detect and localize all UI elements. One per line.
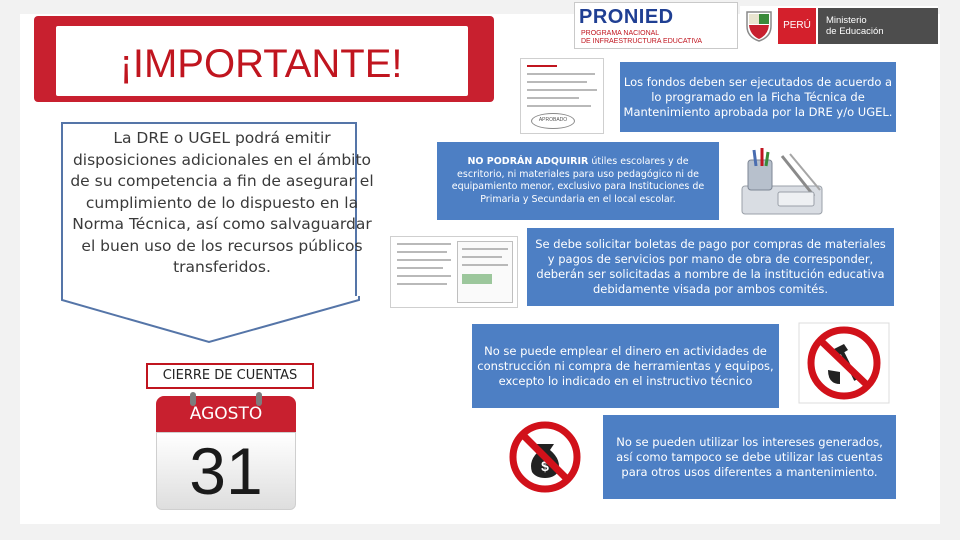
info-box-boletas	[527, 228, 894, 306]
document-line	[527, 73, 595, 75]
receipt-line	[397, 275, 451, 277]
document-line	[527, 89, 597, 91]
document-line	[527, 97, 579, 99]
receipt-line	[397, 267, 443, 269]
page-title: ¡IMPORTANTE!	[119, 42, 403, 86]
school-supplies-icon	[738, 146, 826, 218]
no-tools-sign-icon	[798, 322, 890, 404]
info-box-boletas-text: Se debe solicitar boletas de pago por compras de materiales y pagos de servicios por mano de obra de corresponder, deberán ser solicitadas a nombre de la institución educativa debidamente visada por ambos comités.	[535, 237, 886, 296]
info-box-intereses	[603, 415, 896, 499]
pronied-logo-name: PRONIED	[579, 6, 674, 28]
approval-stamp: APROBADO	[531, 113, 575, 129]
receipt-line	[462, 248, 508, 250]
document-line	[527, 105, 591, 107]
receipts-image	[390, 236, 518, 308]
info-box-fondos-text: Los fondos deben ser ejecutados de acuerdo a lo programado en la Ficha Técnica de Mantenimiento aprobada por la DRE y/o UGEL.	[623, 74, 893, 119]
info-box-fondos	[620, 62, 896, 132]
receipt-line	[462, 264, 508, 266]
calendar-icon	[156, 396, 296, 510]
pronied-sub-line-2: DE INFRAESTRUCTURA EDUCATIVA	[581, 38, 703, 45]
pronied-sub-line-1: PROGRAMA NACIONAL	[581, 30, 660, 37]
callout-arrow-shape	[61, 296, 361, 346]
document-line	[527, 81, 587, 83]
info-box-no-adquirir-text	[443, 156, 713, 206]
document-line	[527, 65, 557, 67]
pronied-logo	[574, 2, 738, 49]
cierre-de-cuentas-label: CIERRE DE CUENTAS	[146, 363, 314, 389]
no-adquirir-emphasis: NO PODRÁN ADQUIRIR	[467, 156, 589, 167]
callout-text: La DRE o UGEL podrá emitir disposiciones adicionales en el ámbito de su competencia a fin de asegurar el cumplimiento de lo dispuesto en la Norma Técnica, así como salvaguardar el buen uso de los recursos públicos transferidos.	[70, 129, 374, 276]
receipt-line	[397, 243, 451, 245]
coat-of-arms-icon	[744, 8, 774, 42]
receipt-line	[397, 251, 447, 253]
receipt-second-sheet	[457, 241, 513, 303]
receipt-green-block	[462, 274, 492, 284]
calendar-month: AGOSTO	[189, 404, 263, 424]
svg-text:$: $	[541, 458, 549, 474]
peru-tag: PERÚ	[778, 8, 816, 44]
receipt-line	[462, 256, 502, 258]
ministerio-logo	[740, 6, 938, 46]
technical-sheet-image	[520, 58, 604, 134]
info-box-no-adquirir	[437, 142, 719, 220]
receipt-line	[397, 259, 451, 261]
ministerio-tag	[818, 8, 938, 44]
no-adquirir-rest: útiles escolares y de escritorio, ni materiales para uso pedagógico ni de equipamiento menor, exclusivo para Instituciones de Primaria y Secundaria en el local escolar.	[451, 156, 705, 205]
ministerio-line-1: Ministerio	[826, 15, 867, 26]
info-box-intereses-text: No se pueden utilizar los intereses generados, así como tampoco se debe utilizar las cuentas para otros usos diferentes a mantenimiento.	[616, 434, 883, 479]
ministerio-line-2: de Educación	[826, 26, 884, 37]
calendar-day: 31	[189, 434, 263, 508]
info-box-construccion	[472, 324, 779, 408]
info-box-construccion-text: No se puede emplear el dinero en actividades de construcción ni compra de herramientas y equipos, excepto lo indicado en el instructivo técnico	[477, 343, 774, 388]
receipt-line	[397, 283, 447, 285]
pronied-logo-subtitle	[581, 30, 702, 46]
no-money-sign-icon	[504, 420, 586, 494]
